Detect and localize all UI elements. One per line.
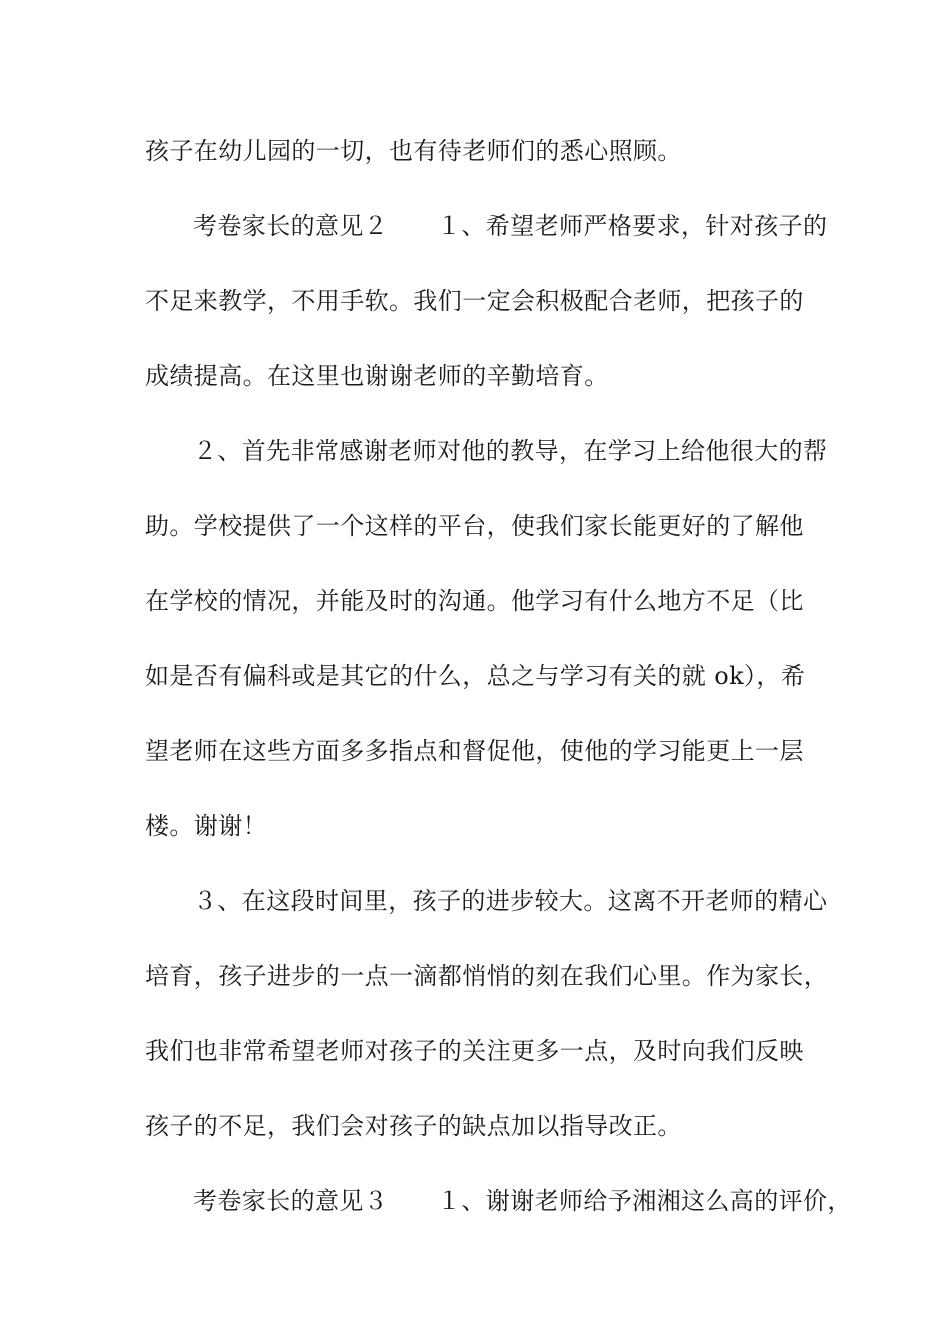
paragraph-line: ３、在这段时间里，孩子的进步较大。这离不开老师的精心 bbox=[193, 887, 828, 915]
paragraph-line: 助。学校提供了一个这样的平台，使我们家长能更好的了解他 bbox=[145, 512, 804, 540]
paragraph-line: 望老师在这些方面多多指点和督促他，使他的学习能更上一层 bbox=[145, 737, 804, 765]
paragraph-line: 楼。谢谢！ bbox=[145, 812, 267, 840]
paragraph-line: 不足来教学，不用手软。我们一定会积极配合老师，把孩子的 bbox=[145, 287, 804, 315]
paragraph-line: 我们也非常希望老师对孩子的关注更多一点，及时向我们反映 bbox=[145, 1037, 804, 1065]
section-heading-line: 考卷家长的意见２ １、希望老师严格要求，针对孩子的 bbox=[193, 212, 828, 240]
section-heading-line: 考卷家长的意见３ １、谢谢老师给予湘湘这么高的评价， bbox=[193, 1187, 852, 1215]
paragraph-line: 如是否有偏科或是其它的什么，总之与学习有关的就 ok），希 bbox=[145, 662, 806, 690]
paragraph-line: 培育，孩子进步的一点一滴都悄悄的刻在我们心里。作为家长， bbox=[145, 962, 829, 990]
paragraph-line: 成绩提高。在这里也谢谢老师的辛勤培育。 bbox=[145, 362, 609, 390]
paragraph-line: ２、首先非常感谢老师对他的教导，在学习上给他很大的帮 bbox=[193, 437, 828, 465]
paragraph-line: 孩子在幼儿园的一切，也有待老师们的悉心照顾。 bbox=[145, 137, 682, 165]
paragraph-line: 在学校的情况，并能及时的沟通。他学习有什么地方不足（比 bbox=[145, 587, 804, 615]
paragraph-line: 孩子的不足，我们会对孩子的缺点加以指导改正。 bbox=[145, 1112, 682, 1140]
